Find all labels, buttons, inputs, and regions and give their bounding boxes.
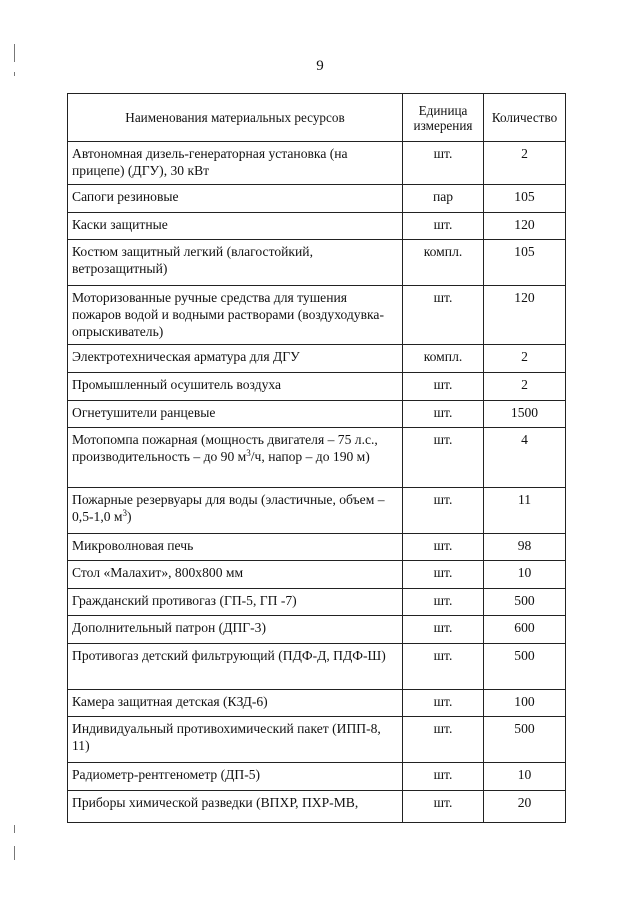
row-name: Радиометр-рентгенометр (ДП-5) — [68, 763, 403, 791]
row-unit: шт. — [403, 534, 484, 561]
row-name-part: ) — [127, 509, 132, 524]
row-name-part: Пожарные резервуары для воды (эластичные, объем – 0,5-1,0 м — [72, 492, 385, 524]
table-row — [68, 142, 566, 185]
header-unit: Единица измерения — [403, 94, 484, 142]
row-name: Приборы химической разведки (ВПХР, ПХР-МВ, — [68, 791, 403, 823]
row-quantity: 10 — [484, 561, 566, 589]
header-name: Наименования материальных ресурсов — [68, 94, 403, 142]
row-name: Гражданский противогаз (ГП-5, ГП -7) — [68, 589, 403, 616]
row-quantity: 500 — [484, 644, 566, 690]
table-row — [68, 644, 566, 690]
table-row — [68, 791, 566, 823]
row-name — [68, 488, 403, 534]
row-quantity: 98 — [484, 534, 566, 561]
row-quantity: 20 — [484, 791, 566, 823]
table-row — [68, 345, 566, 373]
row-unit: шт. — [403, 373, 484, 401]
row-name-part: Мотопомпа пожарная (мощность двигателя – 75 л.с., производительность – до 90 м — [72, 432, 378, 464]
table-row — [68, 717, 566, 763]
table-row — [68, 561, 566, 589]
row-name — [68, 428, 403, 488]
superscript: 3 — [246, 448, 251, 458]
row-quantity: 10 — [484, 763, 566, 791]
table-row — [68, 185, 566, 213]
row-name: Противогаз детский фильтрующий (ПДФ-Д, ПДФ-Ш) — [68, 644, 403, 690]
row-unit: шт. — [403, 717, 484, 763]
row-quantity: 1500 — [484, 401, 566, 428]
row-quantity: 105 — [484, 185, 566, 213]
binding-mark — [14, 44, 15, 62]
row-name: Дополнительный патрон (ДПГ-3) — [68, 616, 403, 644]
row-quantity: 500 — [484, 589, 566, 616]
row-name: Каски защитные — [68, 213, 403, 240]
row-name: Костюм защитный легкий (влагостойкий, ветрозащитный) — [68, 240, 403, 286]
row-unit: шт. — [403, 488, 484, 534]
row-unit: шт. — [403, 428, 484, 488]
row-name: Сапоги резиновые — [68, 185, 403, 213]
row-quantity: 500 — [484, 717, 566, 763]
table-row — [68, 213, 566, 240]
row-unit: шт. — [403, 589, 484, 616]
table-header-row — [68, 94, 566, 142]
row-unit: шт. — [403, 616, 484, 644]
row-unit: шт. — [403, 690, 484, 717]
row-quantity: 4 — [484, 428, 566, 488]
table-row — [68, 240, 566, 286]
row-name-part: /ч, напор – до 190 м) — [250, 449, 370, 464]
row-quantity: 11 — [484, 488, 566, 534]
page-number: 9 — [316, 58, 324, 74]
row-name: Камера защитная детская (КЗД-6) — [68, 690, 403, 717]
table-row — [68, 690, 566, 717]
table-row — [68, 616, 566, 644]
row-unit: шт. — [403, 763, 484, 791]
table-row — [68, 401, 566, 428]
material-resources-table — [67, 93, 566, 823]
table-row — [68, 428, 566, 488]
row-unit: шт. — [403, 401, 484, 428]
row-quantity: 2 — [484, 373, 566, 401]
row-quantity: 600 — [484, 616, 566, 644]
superscript: 3 — [122, 508, 128, 518]
row-name: Электротехническая арматура для ДГУ — [68, 345, 403, 373]
row-name: Промышленный осушитель воздуха — [68, 373, 403, 401]
row-name: Огнетушители ранцевые — [68, 401, 403, 428]
row-quantity: 120 — [484, 286, 566, 345]
row-name: Индивидуальный противохимический пакет (ИПП-8, 11) — [68, 717, 403, 763]
table-row — [68, 488, 566, 534]
row-unit: шт. — [403, 286, 484, 345]
row-unit: шт. — [403, 142, 484, 185]
table-row — [68, 534, 566, 561]
row-unit: пар — [403, 185, 484, 213]
binding-mark — [14, 846, 15, 860]
row-unit: шт. — [403, 644, 484, 690]
row-quantity: 2 — [484, 142, 566, 185]
row-unit: компл. — [403, 345, 484, 373]
row-quantity: 2 — [484, 345, 566, 373]
row-unit: шт. — [403, 791, 484, 823]
row-quantity: 100 — [484, 690, 566, 717]
row-unit: шт. — [403, 213, 484, 240]
table-row — [68, 373, 566, 401]
row-name: Стол «Малахит», 800х800 мм — [68, 561, 403, 589]
header-quantity: Количество — [484, 94, 566, 142]
row-quantity: 120 — [484, 213, 566, 240]
binding-mark — [14, 72, 15, 76]
table-row — [68, 763, 566, 791]
row-unit: шт. — [403, 561, 484, 589]
table-row — [68, 286, 566, 345]
row-name: Микроволновая печь — [68, 534, 403, 561]
row-name: Моторизованные ручные средства для тушения пожаров водой и водными растворами (воздуходувка-опрыскиватель) — [68, 286, 403, 345]
row-name: Автономная дизель-генераторная установка (на прицепе) (ДГУ), 30 кВт — [68, 142, 403, 185]
binding-mark — [14, 825, 15, 833]
row-unit: компл. — [403, 240, 484, 286]
table-row — [68, 589, 566, 616]
row-quantity: 105 — [484, 240, 566, 286]
